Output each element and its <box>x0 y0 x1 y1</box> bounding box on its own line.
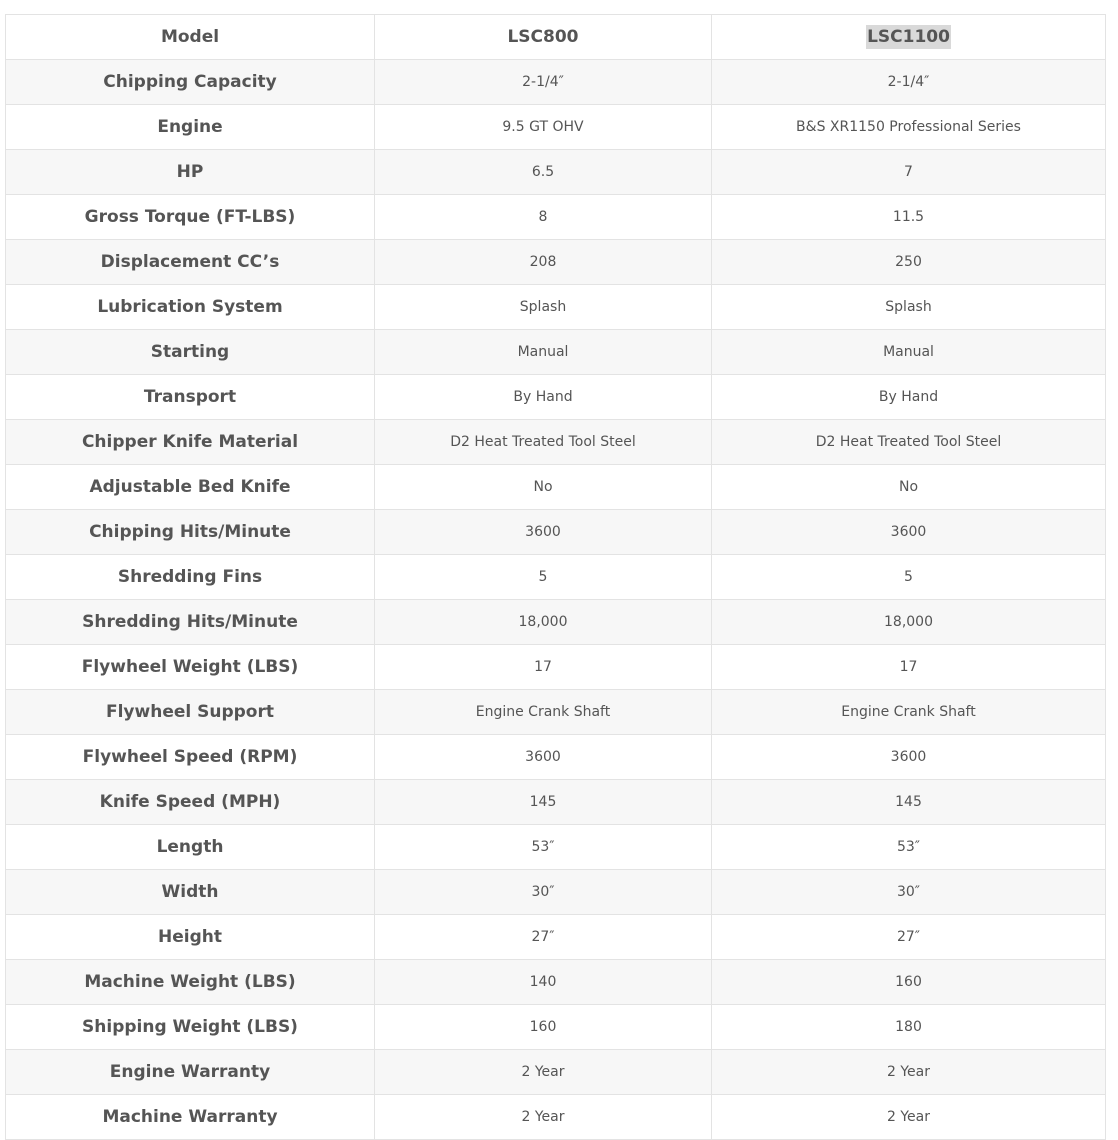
spec-value-lsc800: 27″ <box>375 915 712 960</box>
spec-value-lsc800: No <box>375 465 712 510</box>
spec-value-lsc1100: 145 <box>712 780 1106 825</box>
table-row <box>6 555 1106 600</box>
spec-value-lsc800: 3600 <box>375 510 712 555</box>
spec-value-lsc800: 160 <box>375 1005 712 1050</box>
spec-value-lsc800: 145 <box>375 780 712 825</box>
spec-label-cell: Machine Warranty <box>6 1095 375 1140</box>
spec-value-lsc1100: 3600 <box>712 735 1106 780</box>
spec-value-lsc800: 5 <box>375 555 712 600</box>
spec-value-lsc800: By Hand <box>375 375 712 420</box>
spec-value-lsc1100: 5 <box>712 555 1106 600</box>
spec-value-lsc1100: 53″ <box>712 825 1106 870</box>
table-header-row <box>6 15 1106 60</box>
table-row <box>6 1095 1106 1140</box>
selected-text-highlight: LSC1100 <box>867 27 950 47</box>
table-row <box>6 780 1106 825</box>
spec-value-lsc800: Splash <box>375 285 712 330</box>
spec-value-lsc800: D2 Heat Treated Tool Steel <box>375 420 712 465</box>
spec-comparison-table <box>5 14 1106 1140</box>
spec-label-cell: Adjustable Bed Knife <box>6 465 375 510</box>
table-row <box>6 420 1106 465</box>
table-row <box>6 150 1106 195</box>
spec-value-lsc1100: 18,000 <box>712 600 1106 645</box>
spec-value-lsc1100: Manual <box>712 330 1106 375</box>
spec-label-cell: Shredding Hits/Minute <box>6 600 375 645</box>
spec-value-lsc1100: 2 Year <box>712 1095 1106 1140</box>
spec-label-cell: Engine <box>6 105 375 150</box>
table-row <box>6 645 1106 690</box>
spec-value-lsc800: 17 <box>375 645 712 690</box>
spec-value-lsc1100: 27″ <box>712 915 1106 960</box>
spec-value-lsc1100: No <box>712 465 1106 510</box>
spec-value-lsc800: 30″ <box>375 870 712 915</box>
spec-label-cell: Flywheel Speed (RPM) <box>6 735 375 780</box>
spec-label-cell: Height <box>6 915 375 960</box>
spec-label-cell: Transport <box>6 375 375 420</box>
table-row <box>6 195 1106 240</box>
spec-value-lsc1100: 180 <box>712 1005 1106 1050</box>
spec-label-cell: Shipping Weight (LBS) <box>6 1005 375 1050</box>
spec-label-cell: Machine Weight (LBS) <box>6 960 375 1005</box>
spec-value-lsc1100: 30″ <box>712 870 1106 915</box>
header-model-lsc800: LSC800 <box>375 15 712 60</box>
spec-value-lsc1100: 7 <box>712 150 1106 195</box>
spec-value-lsc800: 2 Year <box>375 1050 712 1095</box>
spec-label-cell: Shredding Fins <box>6 555 375 600</box>
spec-label-cell: Flywheel Support <box>6 690 375 735</box>
table-row <box>6 240 1106 285</box>
spec-value-lsc1100: 17 <box>712 645 1106 690</box>
table-row <box>6 600 1106 645</box>
spec-comparison-table-wrapper <box>5 14 1105 1140</box>
spec-label-cell: Flywheel Weight (LBS) <box>6 645 375 690</box>
spec-label-cell: Length <box>6 825 375 870</box>
spec-value-lsc800: Manual <box>375 330 712 375</box>
table-row <box>6 870 1106 915</box>
table-row <box>6 825 1106 870</box>
spec-label-cell: Knife Speed (MPH) <box>6 780 375 825</box>
spec-value-lsc1100: 11.5 <box>712 195 1106 240</box>
spec-value-lsc800: 2-1/4″ <box>375 60 712 105</box>
spec-label-cell: Starting <box>6 330 375 375</box>
spec-value-lsc1100: 250 <box>712 240 1106 285</box>
table-row <box>6 960 1106 1005</box>
spec-value-lsc800: 9.5 GT OHV <box>375 105 712 150</box>
spec-value-lsc800: 53″ <box>375 825 712 870</box>
spec-value-lsc1100: Engine Crank Shaft <box>712 690 1106 735</box>
spec-value-lsc1100: By Hand <box>712 375 1106 420</box>
spec-value-lsc1100: 160 <box>712 960 1106 1005</box>
spec-value-lsc800: 8 <box>375 195 712 240</box>
spec-value-lsc1100: D2 Heat Treated Tool Steel <box>712 420 1106 465</box>
header-model-lsc1100 <box>712 15 1106 60</box>
spec-label-cell: Lubrication System <box>6 285 375 330</box>
spec-value-lsc800: 18,000 <box>375 600 712 645</box>
spec-value-lsc1100: 2 Year <box>712 1050 1106 1095</box>
table-row <box>6 105 1106 150</box>
spec-value-lsc800: 208 <box>375 240 712 285</box>
table-row <box>6 1050 1106 1095</box>
spec-value-lsc800: 3600 <box>375 735 712 780</box>
table-row <box>6 915 1106 960</box>
spec-label-cell: Width <box>6 870 375 915</box>
spec-label-cell: Engine Warranty <box>6 1050 375 1095</box>
spec-label-cell: Displacement CC’s <box>6 240 375 285</box>
spec-label-cell: Chipping Capacity <box>6 60 375 105</box>
spec-value-lsc1100: Splash <box>712 285 1106 330</box>
table-row <box>6 60 1106 105</box>
spec-label-cell: Gross Torque (FT-LBS) <box>6 195 375 240</box>
table-row <box>6 690 1106 735</box>
table-row <box>6 330 1106 375</box>
spec-table-body <box>6 15 1106 1140</box>
spec-value-lsc1100: B&S XR1150 Professional Series <box>712 105 1106 150</box>
table-row <box>6 1005 1106 1050</box>
spec-value-lsc800: 2 Year <box>375 1095 712 1140</box>
spec-label-cell: Chipper Knife Material <box>6 420 375 465</box>
table-row <box>6 375 1106 420</box>
spec-value-lsc800: 6.5 <box>375 150 712 195</box>
table-row <box>6 510 1106 555</box>
spec-label-cell: Chipping Hits/Minute <box>6 510 375 555</box>
spec-label-cell: HP <box>6 150 375 195</box>
spec-value-lsc800: 140 <box>375 960 712 1005</box>
table-row <box>6 285 1106 330</box>
spec-value-lsc800: Engine Crank Shaft <box>375 690 712 735</box>
spec-value-lsc1100: 2-1/4″ <box>712 60 1106 105</box>
spec-value-lsc1100: 3600 <box>712 510 1106 555</box>
table-row <box>6 465 1106 510</box>
header-label-cell: Model <box>6 15 375 60</box>
table-row <box>6 735 1106 780</box>
